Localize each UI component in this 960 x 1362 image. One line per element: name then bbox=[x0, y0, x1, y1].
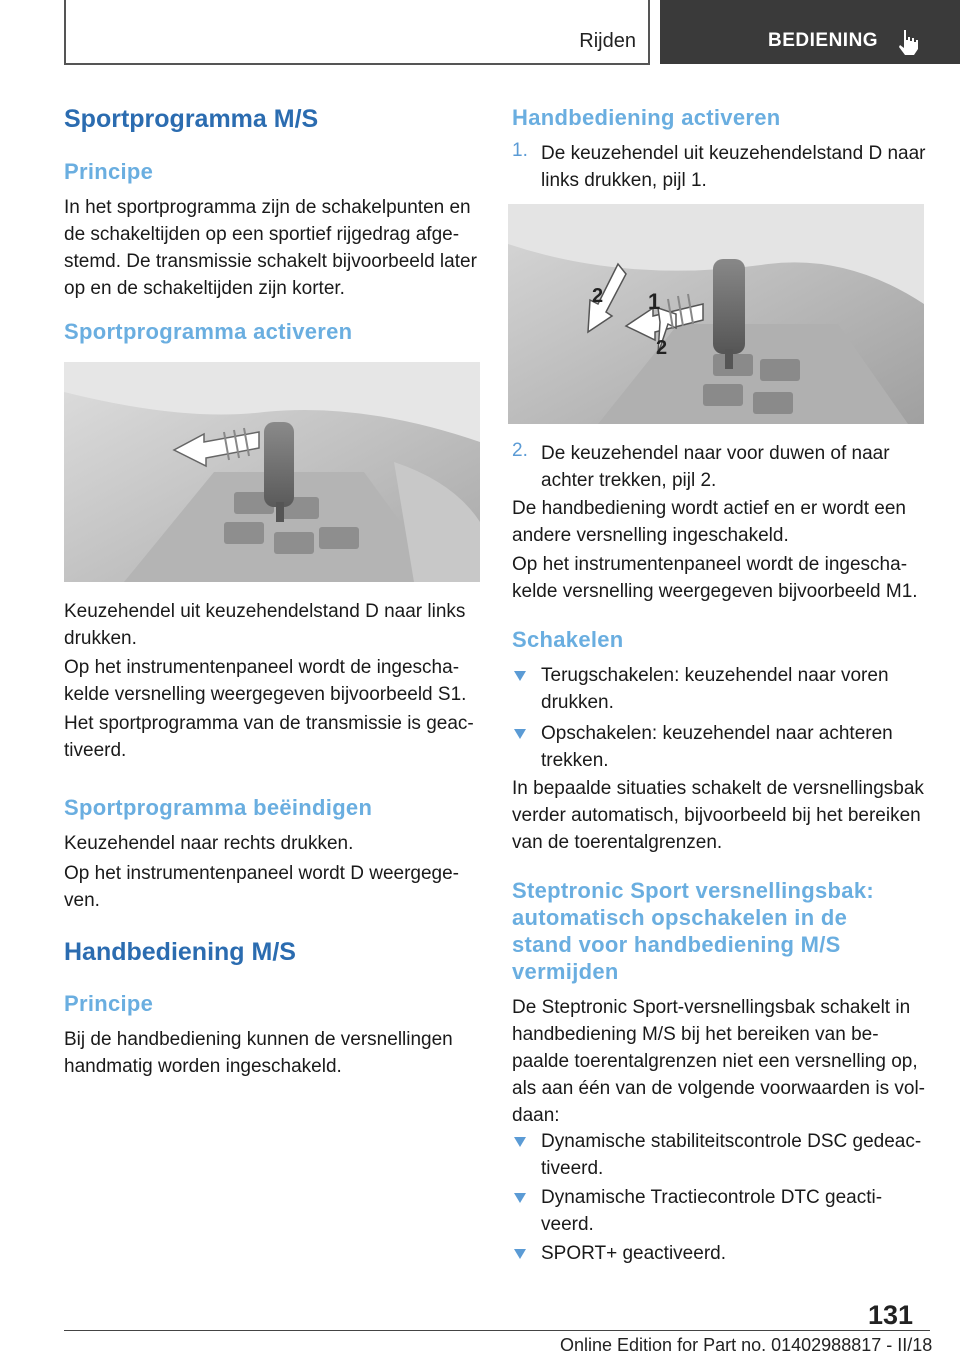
bullet-terugschakelen bbox=[541, 662, 931, 716]
header-bottom-rule bbox=[64, 63, 650, 65]
gear-selector-photo-right bbox=[508, 204, 924, 424]
arrow-label-2-bottom: 2 bbox=[656, 337, 668, 359]
text-line: Op het instrumentenpaneel wordt de ingescha- bbox=[64, 657, 460, 678]
heading-schakelen: Schakelen bbox=[512, 627, 624, 652]
text-line: handbediening M/S bij het bereiken van be- bbox=[512, 1024, 879, 1045]
paragraph-d-weergegeven bbox=[64, 860, 484, 914]
bullet-triangle-icon bbox=[514, 1137, 526, 1147]
text-line: Het sportprogramma van de transmissie is geac- bbox=[64, 713, 474, 734]
text-line: Bij de handbediening kunnen de versnellingen bbox=[64, 1029, 453, 1050]
step-number-2: 2. bbox=[512, 440, 528, 461]
header-left-rule bbox=[64, 0, 66, 64]
heading-principe-1: Principe bbox=[64, 159, 154, 184]
step-1-text bbox=[541, 140, 931, 194]
heading-line: stand voor handbediening M/S bbox=[512, 932, 841, 957]
bullet-dsc bbox=[541, 1128, 931, 1182]
text-line: Keuzehendel uit keuzehendelstand D naar links bbox=[64, 601, 466, 622]
text-line: Opschakelen: keuzehendel naar achteren bbox=[541, 723, 893, 744]
text-line: daan: bbox=[512, 1105, 560, 1126]
text-line: Op het instrumentenpaneel wordt de ingescha- bbox=[512, 554, 908, 575]
header-divider bbox=[648, 0, 650, 64]
text-line: stemd. De transmissie schakelt bijvoorbeeld later bbox=[64, 251, 477, 272]
bullet-dtc bbox=[541, 1184, 931, 1238]
paragraph-bepaalde bbox=[512, 775, 932, 856]
bullet-triangle-icon bbox=[514, 729, 526, 739]
gear-selector-photo-left bbox=[64, 362, 480, 582]
text-line: drukken. bbox=[64, 628, 137, 649]
text-line: kelde versnelling weergegeven bijvoorbeeld M1. bbox=[512, 581, 918, 602]
text-line: In bepaalde situaties schakelt de versnellingsbak bbox=[512, 778, 924, 799]
header-chapter-label: BEDIENING bbox=[768, 30, 879, 51]
paragraph-instrument-s1 bbox=[64, 654, 484, 708]
paragraph-rechts: Keuzehendel naar rechts drukken. bbox=[64, 833, 354, 854]
footer-edition: Online Edition for Part no. 01402988817 - II/18 bbox=[560, 1335, 933, 1355]
footer-rule bbox=[64, 1330, 930, 1331]
text-line: de schakeltijden op een sportief rijgedrag afge- bbox=[64, 224, 460, 245]
text-line: Terugschakelen: keuzehendel naar voren bbox=[541, 665, 889, 686]
text-line: ven. bbox=[64, 890, 100, 911]
paragraph-actief bbox=[512, 495, 932, 549]
paragraph-m1 bbox=[512, 551, 932, 605]
step-number-1: 1. bbox=[512, 140, 528, 161]
heading-steptronic bbox=[512, 877, 932, 985]
step-2-text bbox=[541, 440, 931, 494]
text-line: links drukken, pijl 1. bbox=[541, 170, 707, 191]
heading-sport-activeren: Sportprogramma activeren bbox=[64, 319, 353, 344]
text-line: De keuzehendel naar voor duwen of naar bbox=[541, 443, 890, 464]
paragraph-after-photo bbox=[64, 598, 484, 652]
text-line: achter trekken, pijl 2. bbox=[541, 470, 717, 491]
text-line: Dynamische Tractiecontrole DTC geacti- bbox=[541, 1187, 883, 1208]
text-line: paalde toerentalgrenzen niet een versnelling op, bbox=[512, 1051, 918, 1072]
text-line: tiveerd. bbox=[64, 740, 127, 761]
text-line: De handbediening wordt actief en er wordt een bbox=[512, 498, 906, 519]
heading-line: automatisch opschakelen in de bbox=[512, 905, 848, 930]
paragraph-steptronic bbox=[512, 994, 932, 1129]
heading-sport-beeindigen: Sportprogramma beëindigen bbox=[64, 795, 373, 820]
text-line: van de toerentalgrenzen. bbox=[512, 832, 723, 853]
heading-sportprogramma: Sportprogramma M/S bbox=[64, 105, 319, 133]
bullet-triangle-icon bbox=[514, 1249, 526, 1259]
arrow-label-1: 1 bbox=[648, 289, 661, 314]
bullet-sport-plus: SPORT+ geactiveerd. bbox=[541, 1243, 726, 1264]
heading-line: vermijden bbox=[512, 959, 619, 984]
heading-hand-activeren: Handbediening activeren bbox=[512, 105, 781, 130]
text-line: als aan één van de volgende voorwaarden is vol- bbox=[512, 1078, 925, 1099]
heading-handbediening: Handbediening M/S bbox=[64, 938, 296, 966]
hand-pointer-icon bbox=[895, 28, 921, 56]
bullet-triangle-icon bbox=[514, 1193, 526, 1203]
text-line: op en de schakeltijden zijn korter. bbox=[64, 278, 345, 299]
text-line: tiveerd. bbox=[541, 1158, 604, 1179]
text-line: trekken. bbox=[541, 750, 609, 771]
page-number: 131 bbox=[868, 1300, 914, 1330]
arrow-label-2-top: 2 bbox=[592, 285, 604, 307]
text-line: andere versnelling ingeschakeld. bbox=[512, 525, 789, 546]
text-line: De Steptronic Sport-versnellingsbak schakelt in bbox=[512, 997, 911, 1018]
text-line: veerd. bbox=[541, 1214, 594, 1235]
heading-principe-2: Principe bbox=[64, 991, 154, 1016]
text-line: Op het instrumentenpaneel wordt D weergege- bbox=[64, 863, 460, 884]
text-line: De keuzehendel uit keuzehendelstand D naar bbox=[541, 143, 926, 164]
text-line: handmatig worden ingeschakeld. bbox=[64, 1056, 342, 1077]
paragraph-principe-2 bbox=[64, 1026, 484, 1080]
text-line: kelde versnelling weergegeven bijvoorbeeld S1. bbox=[64, 684, 467, 705]
text-line: Dynamische stabiliteitscontrole DSC gedeac- bbox=[541, 1131, 922, 1152]
header-section-label: Rijden bbox=[579, 30, 636, 52]
paragraph-principe-1 bbox=[64, 194, 484, 302]
text-line: In het sportprogramma zijn de schakelpunten en bbox=[64, 197, 471, 218]
bullet-triangle-icon bbox=[514, 671, 526, 681]
text-line: drukken. bbox=[541, 692, 614, 713]
paragraph-geactiveerd bbox=[64, 710, 484, 764]
heading-line: Steptronic Sport versnellingsbak: bbox=[512, 878, 874, 903]
bullet-opschakelen bbox=[541, 720, 931, 774]
text-line: verder automatisch, bijvoorbeeld bij het bereiken bbox=[512, 805, 921, 826]
